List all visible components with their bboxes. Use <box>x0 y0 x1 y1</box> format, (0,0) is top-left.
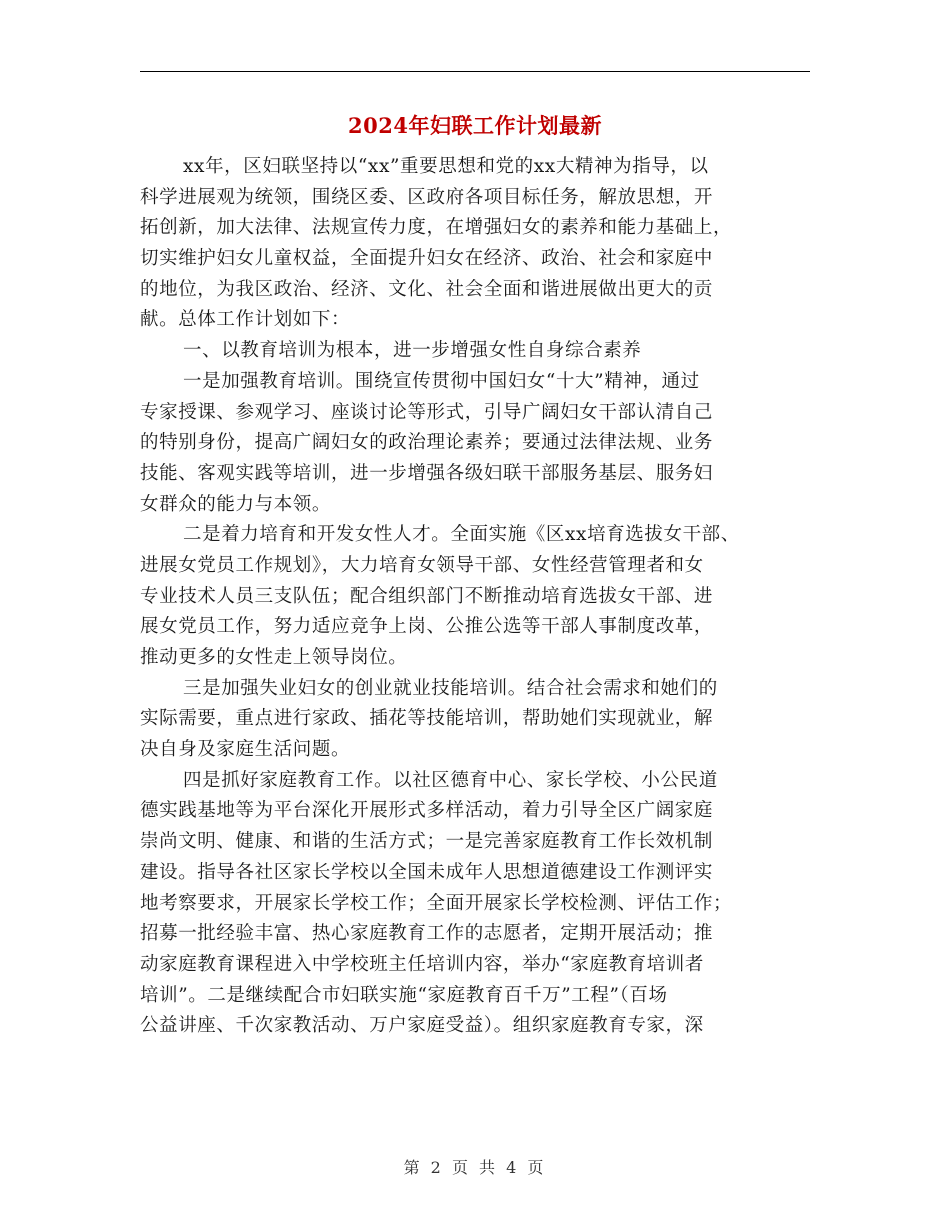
document-title: 2024年妇联工作计划最新 <box>348 113 602 138</box>
body-text-line: 切实维护妇女儿童权益，全面提升妇女在经济、政治、社会和家庭中 <box>140 248 714 270</box>
body-text-line: 三是加强失业妇女的创业就业技能培训。结合社会需求和她们的 <box>183 677 718 699</box>
body-text-line: 的地位，为我区政治、经济、文化、社会全面和谐进展做出更大的贡 <box>140 278 714 300</box>
body-text-line: 培训”。二是继续配合市妇联实施“家庭教育百千万”工程”（百场 <box>140 984 668 1006</box>
body-text-line: 专业技术人员三支队伍；配合组织部门不断推动培育选拔女干部、进 <box>140 585 714 607</box>
body-text-line: 一是加强教育培训。围绕宣传贯彻中国妇女“十大”精神，通过 <box>183 370 700 392</box>
body-text-line: 女群众的能力与本领。 <box>140 493 332 515</box>
header-rule <box>140 71 810 72</box>
body-text-line: 德实践基地等为平台深化开展形式多样活动，着力引导全区广阔家庭 <box>140 800 714 822</box>
body-text-line: 专家授课、参观学习、座谈讨论等形式，引导广阔妇女干部认清自己 <box>140 401 714 423</box>
document-body <box>140 152 820 1042</box>
body-text-line: 实际需要，重点进行家政、插花等技能培训，帮助她们实现就业，解 <box>140 708 714 730</box>
body-text-line: 招募一批经验丰富、热心家庭教育工作的志愿者，定期开展活动；推 <box>140 923 714 945</box>
body-text-line: 推动更多的女性走上领导岗位。 <box>140 647 408 668</box>
body-text-line: 技能、客观实践等培训，进一步增强各级妇联干部服务基层、服务妇 <box>140 462 714 484</box>
body-text-line: 地考察要求，开展家长学校工作；全面开展家长学校检测、评估工作； <box>140 892 733 914</box>
body-text-line: 动家庭教育课程进入中学校班主任培训内容，举办“家庭教育培训者 <box>140 953 704 975</box>
body-text-line: 展女党员工作，努力适应竞争上岗、公推公选等干部人事制度改革， <box>140 616 714 638</box>
body-text-line: 二是着力培育和开发女性人才。全面实施《区xx培育选拔女干部、 <box>183 524 740 546</box>
body-text-line: 拓创新，加大法律、法规宣传力度，在增强妇女的素养和能力基础上， <box>140 217 733 239</box>
body-text-line: 科学进展观为统领，围绕区委、区政府各项目标任务，解放思想，开 <box>140 186 714 208</box>
page-footer: 第 2 页 共 4 页 <box>403 1158 547 1177</box>
body-text-line: 的特别身份，提高广阔妇女的政治理论素养；要通过法律法规、业务 <box>140 432 714 454</box>
body-text-line: 献。总体工作计划如下： <box>140 309 351 331</box>
body-text-line: 崇尚文明、健康、和谐的生活方式；一是完善家庭教育工作长效机制 <box>140 831 714 853</box>
body-text-line: xx年，区妇联坚持以“xx”重要思想和党的xx大精神为指导，以 <box>183 156 709 177</box>
body-text-line: 决自身及家庭生活问题。 <box>140 739 351 761</box>
body-text-line: 公益讲座、千次家教活动、万户家庭受益）。组织家庭教育专家，深 <box>140 1015 704 1037</box>
body-text-line: 一、以教育培训为根本，进一步增强女性自身综合素养 <box>183 340 642 362</box>
body-text-line: 四是抓好家庭教育工作。以社区德育中心、家长学校、小公民道 <box>183 769 718 791</box>
body-text-line: 进展女党员工作规划》，大力培育女领导干部、女性经营管理者和女 <box>140 554 704 576</box>
body-text-line: 建设。指导各社区家长学校以全国未成年人思想道德建设工作测评实 <box>140 861 714 883</box>
